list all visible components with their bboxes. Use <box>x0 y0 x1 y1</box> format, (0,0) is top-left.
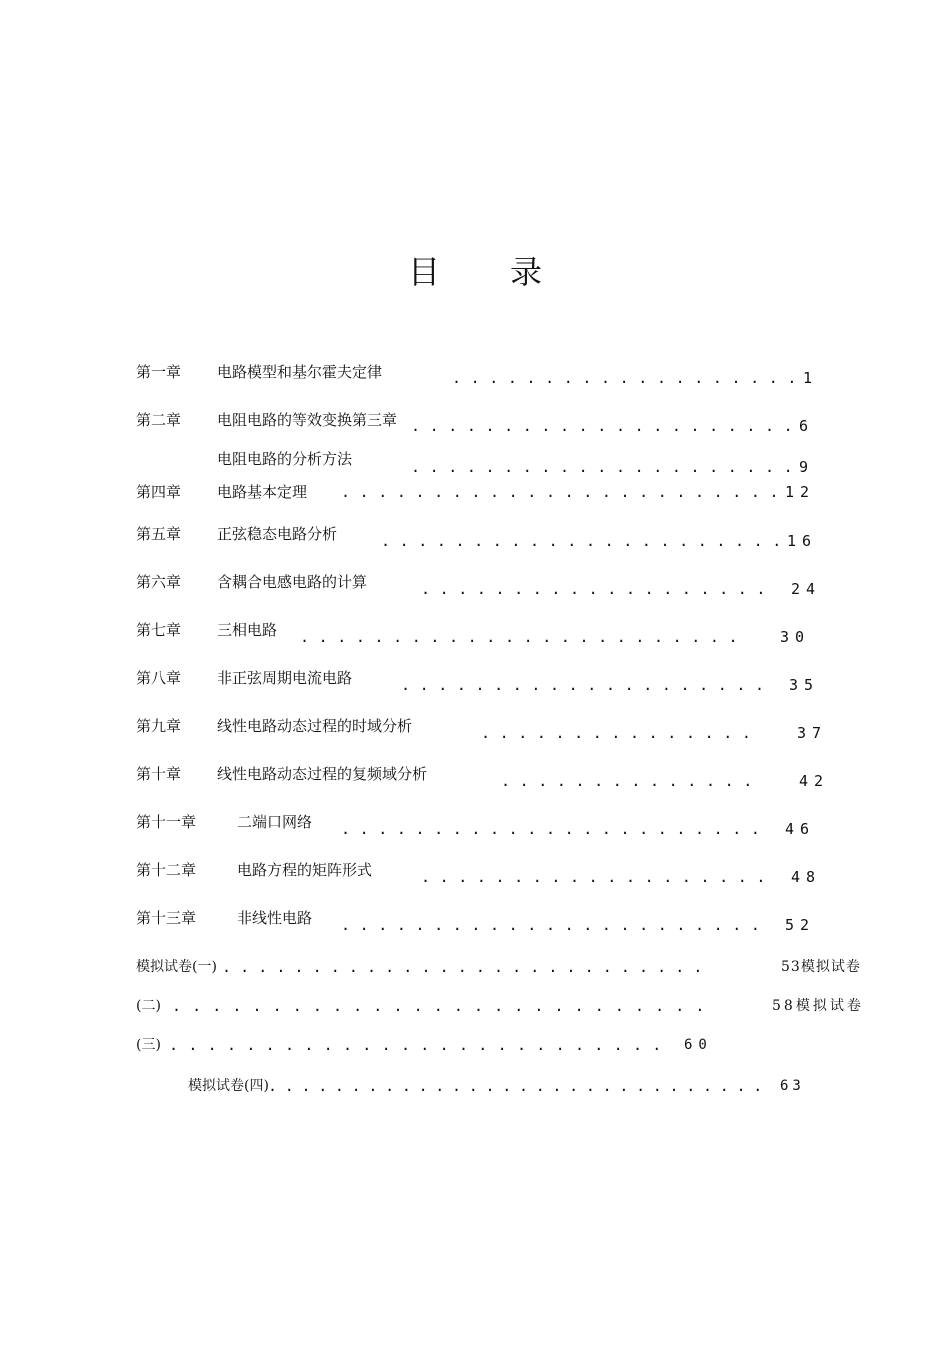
toc-leader: ................... <box>452 369 806 387</box>
toc-leader: ..................... <box>411 458 803 476</box>
toc-leader: ................... <box>421 580 775 598</box>
toc-title: 正弦稳态电路分析 <box>217 525 338 543</box>
toc-title: 非线性电路 <box>237 909 313 927</box>
toc-title: 电路模型和基尔霍夫定律 <box>217 363 383 381</box>
exam-leader: .............................. <box>268 1077 770 1095</box>
exam-label: (三) <box>136 1037 161 1053</box>
title-char-2: 录 <box>510 253 543 291</box>
toc-page-number: 46 <box>785 820 816 838</box>
exam-leader: ........................... <box>222 958 712 976</box>
toc-page-number: 16 <box>787 532 818 550</box>
toc-leader: ....................... <box>341 820 770 838</box>
toc-page-number: 37 <box>797 724 828 742</box>
toc-title: 含耦合电感电路的计算 <box>217 573 368 591</box>
exam-tail: 58模拟试卷 <box>772 998 864 1014</box>
page-title <box>0 252 950 296</box>
exam-tail: 53模拟试卷 <box>781 959 861 975</box>
toc-page-number: 48 <box>791 868 822 886</box>
toc-title: 非正弦周期电流电路 <box>217 669 353 687</box>
toc-page-number: 12 <box>785 483 816 501</box>
toc-chapter: 第四章 <box>136 483 182 501</box>
toc-page-number: 30 <box>780 628 811 646</box>
toc-chapter: 第一章 <box>136 363 182 381</box>
toc-title: 二端口网络 <box>237 813 313 831</box>
toc-title: 线性电路动态过程的复频域分析 <box>217 765 428 783</box>
toc-chapter: 第十一章 <box>136 813 197 831</box>
toc-leader: .................... <box>401 676 774 694</box>
toc-chapter: 第十三章 <box>136 909 197 927</box>
toc-chapter: 第八章 <box>136 669 182 687</box>
exam-label: (二) <box>136 998 161 1014</box>
toc-chapter: 第二章 <box>136 411 182 429</box>
exam-leader: .......................... <box>169 1036 672 1054</box>
toc-title: 电阻电路的分析方法 <box>217 450 353 468</box>
toc-leader: ....................... <box>341 916 770 934</box>
exam-leader: ........................... <box>172 997 716 1015</box>
toc-chapter: 第十章 <box>136 765 182 783</box>
toc-leader: ........................ <box>300 628 748 646</box>
toc-chapter: 第十二章 <box>136 861 197 879</box>
toc-title: 电路基本定理 <box>217 483 308 501</box>
toc-chapter: 第九章 <box>136 717 182 735</box>
exam-label: 模拟试卷(四) <box>188 1078 269 1094</box>
toc-page-number: 52 <box>785 916 816 934</box>
toc-page-number: 35 <box>789 676 820 694</box>
exam-label: 模拟试卷(一) <box>136 959 217 975</box>
toc-chapter: 第六章 <box>136 573 182 591</box>
toc-leader: .............. <box>501 772 762 790</box>
toc-page-number: 6 <box>799 417 815 435</box>
toc-title: 三相电路 <box>217 621 278 639</box>
toc-page-number: 9 <box>799 458 815 476</box>
toc-leader: ...................... <box>381 532 791 550</box>
toc-title: 电路方程的矩阵形式 <box>237 861 373 879</box>
toc-chapter: 第七章 <box>136 621 182 639</box>
toc-leader: ..................... <box>411 417 803 435</box>
exam-page-number: 60 <box>684 1037 713 1053</box>
toc-leader: ................... <box>421 868 775 886</box>
toc-title: 线性电路动态过程的时域分析 <box>217 717 413 735</box>
toc-leader: ........................ <box>341 483 789 501</box>
toc-title: 电阻电路的等效变换第三章 <box>217 411 398 429</box>
toc-page-number: 42 <box>799 772 830 790</box>
toc-page-number: 24 <box>791 580 822 598</box>
toc-chapter: 第五章 <box>136 525 182 543</box>
toc-page-number: 1 <box>803 369 819 387</box>
exam-page-number: 63 <box>780 1078 805 1094</box>
toc-leader: ............... <box>481 724 761 742</box>
title-char-1: 目 <box>408 253 441 291</box>
